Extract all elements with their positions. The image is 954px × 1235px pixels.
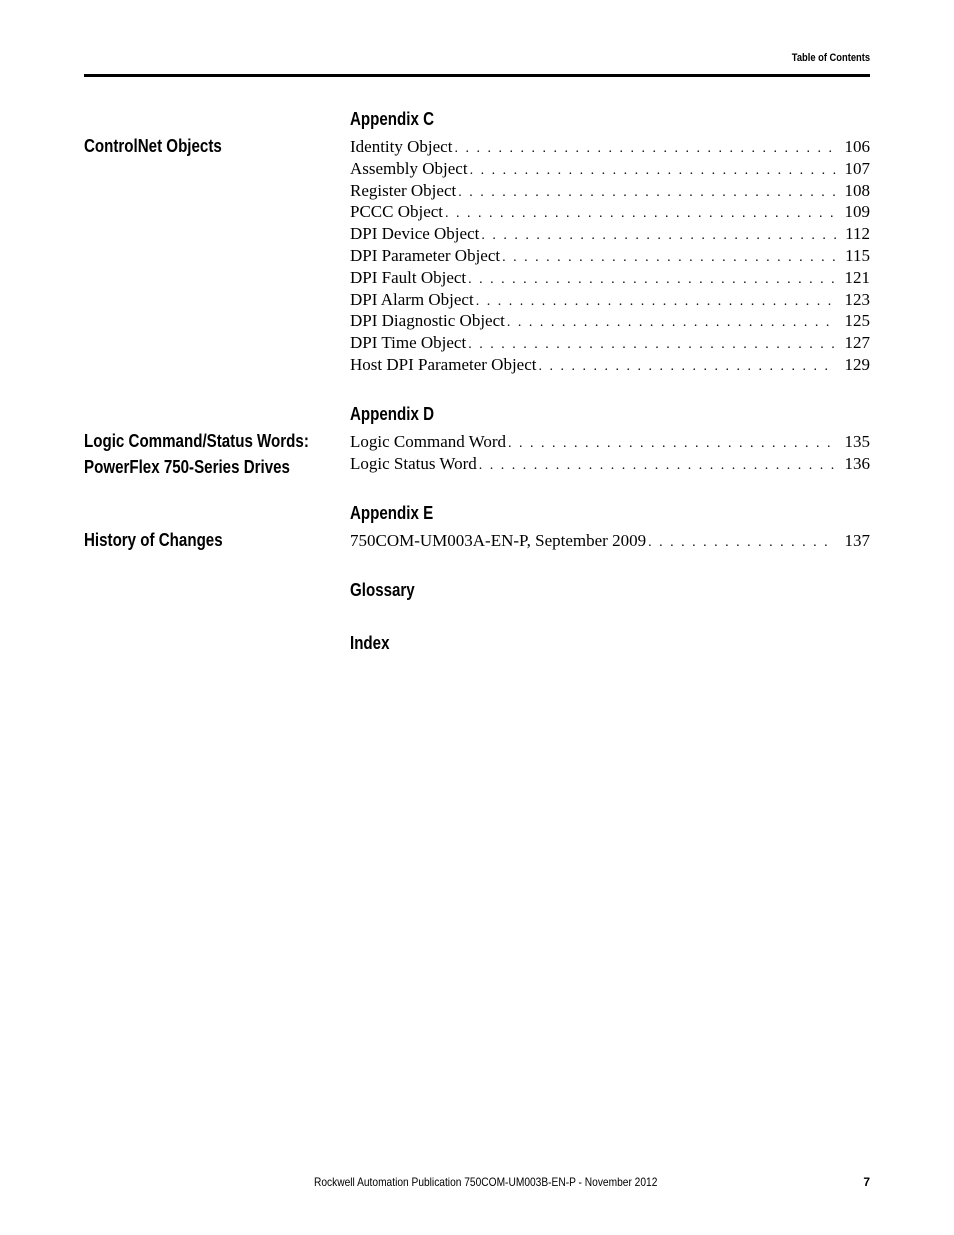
index-heading[interactable]: Index [350,633,390,653]
toc-entry-page: 127 [844,333,870,353]
toc-entry-label: 750COM-UM003A-EN-P, September 2009 [350,531,647,550]
appendix-e-heading: Appendix E [350,503,434,523]
dot-leader [479,455,836,477]
dot-leader [481,225,836,247]
controlnet-objects-title: ControlNet Objects [84,136,222,156]
appendix-c-heading: Appendix C [350,109,435,129]
dot-leader [468,269,836,291]
toc-entry-page: 108 [844,180,870,200]
toc-entry-page: 121 [844,267,870,287]
toc-entry[interactable] [350,245,870,267]
dot-leader [476,291,836,313]
toc-entry-label: DPI Device Object [350,224,480,244]
toc-entry-label: Logic Command Word [350,432,507,451]
toc-entry[interactable] [350,180,870,202]
toc-entry-label: Logic Status Word [350,453,477,473]
toc-entry-label: Register Object [350,180,457,200]
appendix-c-entries [350,136,870,376]
logic-command-status-title-line2: PowerFlex 750-Series Drives [84,457,290,477]
dot-leader [458,182,836,204]
dot-leader [508,433,836,455]
glossary-heading[interactable]: Glossary [350,580,415,600]
toc-entry[interactable] [350,223,870,245]
toc-entry-page: 135 [844,432,870,451]
footer-page-number: 7 [863,1175,870,1189]
dot-leader [468,334,836,356]
dot-leader [445,203,836,225]
history-of-changes-title: History of Changes [84,530,223,550]
toc-entry-page: 112 [845,224,870,244]
toc-entry[interactable] [350,431,870,453]
toc-entry-label: Identity Object [350,137,453,156]
toc-entry-page: 109 [844,202,870,222]
header-title: Table of Contents [791,52,870,64]
toc-entry[interactable] [350,201,870,223]
toc-entry-page: 125 [844,311,870,331]
toc-entry-label: DPI Alarm Object [350,289,474,309]
toc-entry-page: 123 [844,289,870,309]
toc-entry[interactable] [350,158,870,180]
dot-leader [648,532,836,554]
toc-entry-label: DPI Diagnostic Object [350,311,505,331]
toc-entry[interactable] [350,310,870,332]
appendix-d-entries [350,431,870,475]
toc-entry-label: Host DPI Parameter Object [350,354,537,374]
toc-entry[interactable] [350,136,870,158]
header-rule [84,74,870,77]
dot-leader [538,356,836,378]
toc-entry[interactable] [350,267,870,289]
toc-entry-page: 136 [844,453,870,473]
toc-entry-label: PCCC Object [350,202,444,222]
toc-entry[interactable] [350,289,870,311]
appendix-e-entries [350,530,870,552]
appendix-d-heading: Appendix D [350,404,435,424]
dot-leader [454,138,836,160]
toc-entry-page: 129 [844,354,870,374]
toc-entry[interactable] [350,530,870,552]
toc-entry[interactable] [350,354,870,376]
toc-entry-page: 115 [845,245,870,265]
toc-entry[interactable] [350,332,870,354]
toc-entry[interactable] [350,453,870,475]
toc-entry-page: 107 [844,158,870,178]
dot-leader [502,247,836,269]
dot-leader [470,160,836,182]
toc-entry-label: DPI Fault Object [350,267,467,287]
toc-entry-page: 106 [844,137,870,156]
toc-entry-label: DPI Time Object [350,333,467,353]
toc-entry-page: 137 [844,531,870,550]
toc-entry-label: DPI Parameter Object [350,245,501,265]
footer-publication: Rockwell Automation Publication 750COM-UM003B-EN-P - November 2012 [314,1175,658,1189]
dot-leader [507,312,836,334]
logic-command-status-title-line1: Logic Command/Status Words: [84,431,309,451]
toc-entry-label: Assembly Object [350,158,468,178]
